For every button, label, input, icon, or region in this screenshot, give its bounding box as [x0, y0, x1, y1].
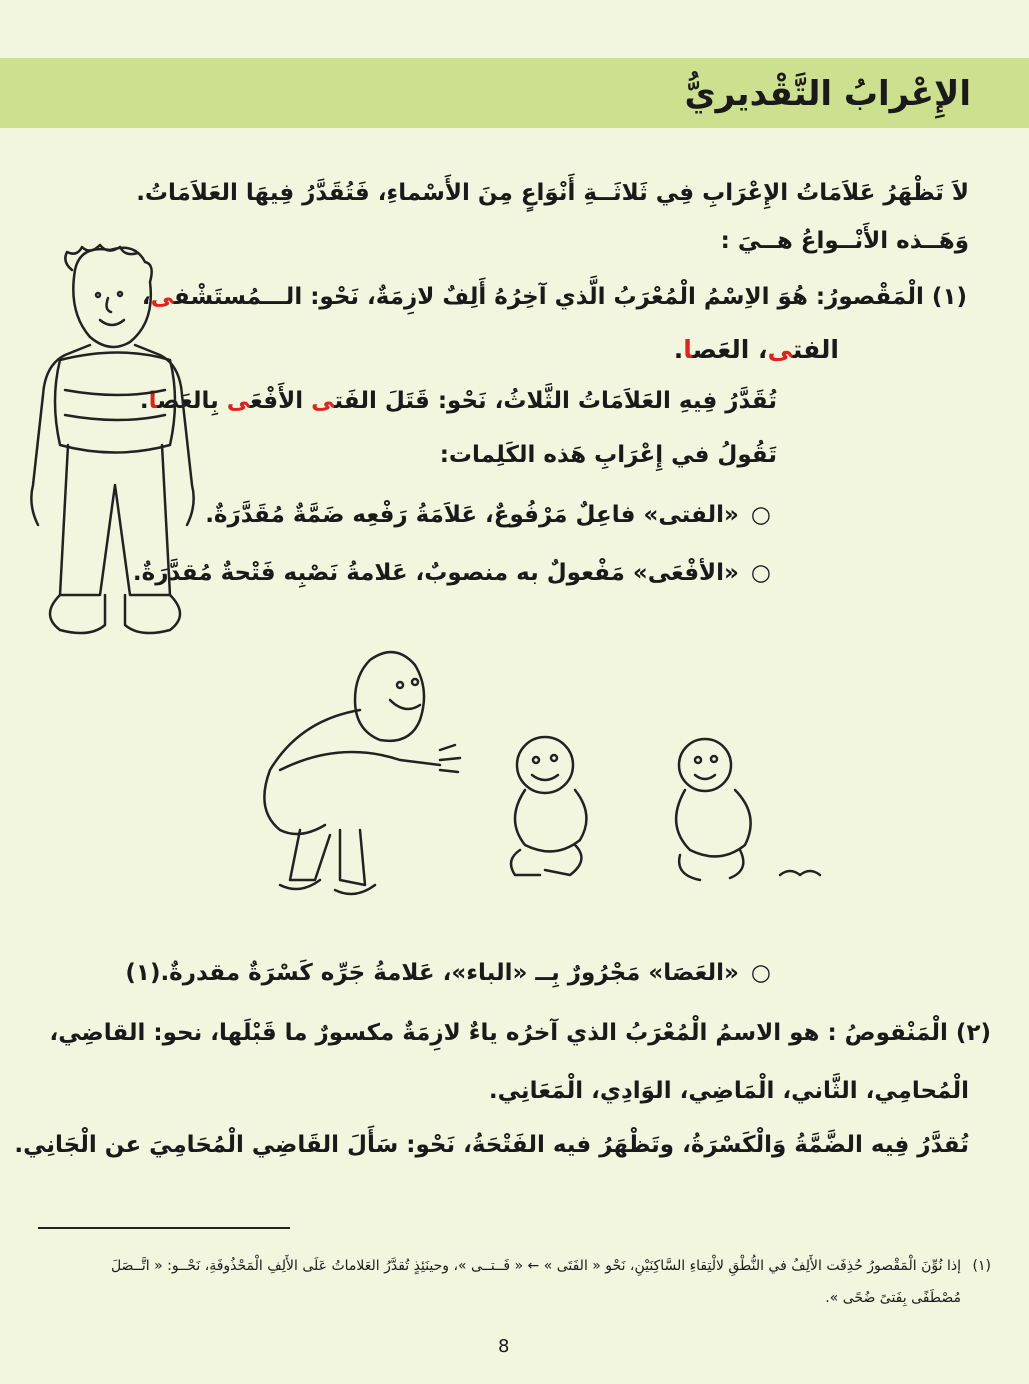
section2-line-1: (٢) الْمَنْقوصُ : هو الاسمُ الْمُعْرَبُ الذي آخرُه ياءٌ لازِمَةٌ مكسورٌ ما قَبْلَها، نحو: القاضِي، [49, 1020, 991, 1046]
bullet-1 [205, 502, 771, 530]
section1-line-1-red: ى [150, 284, 174, 310]
intro-line-1: لاَ تَظْهَرُ عَلاَمَاتُ الإِعْرَابِ فِي ثَلاثَــةِ أَنْوَاعٍ مِنَ الأَسْماءِ، فَتُقَدَّرُ فِيهَا العَلاَمَاتُ. [136, 180, 969, 206]
footnote-divider [38, 1227, 290, 1229]
line3-text-c: بِالعَص [157, 388, 227, 414]
section1-line-4: تَقُولُ في إِعْرَابِ هَذه الكَلِمات: [439, 442, 777, 468]
old-man-children-illustration [240, 640, 840, 910]
page-number: 8 [498, 1336, 510, 1357]
section2-line-2: الْمُحامِي، الثَّاني، الْمَاضِي، الوَادِي، الْمَعَانِي. [488, 1078, 969, 1104]
line3-text-b: الأَفْعَ [250, 388, 312, 414]
section1-line-3 [140, 388, 777, 416]
example-alfata: الفت [792, 335, 839, 364]
bullet-2-text: ○ «الأفْعَى» مَفْعولٌ به منصوبٌ، عَلامةُ نَصْبِه فَتْحةٌ مُقدَّرَةٌ. [133, 560, 771, 588]
line3-end: . [139, 388, 149, 414]
section1-line-2-end: . [673, 335, 684, 364]
section1-line-1 [142, 284, 967, 312]
line3-red-2: ى [226, 388, 251, 414]
section1-line-2 [674, 335, 839, 365]
intro-line-2: وَهَــذه الأَنْــواعُ هــيَ : [720, 228, 969, 254]
line3-red-3: ا [148, 388, 158, 414]
line3-red-1: ى [311, 388, 335, 414]
footnote-line-1: إذا نُوِّنَ الْمَقْصورُ حُذِفَت الأَلِفُ في النُّطْقِ لالْتِقاءِ السَّاكِنَيْنِ، نَحْو « الفَتَى » ← « فَــتــى »، وحينَئِذٍ تُقدَّرُ العَلاماتُ عَلَى الأَلِفِ الْمَحْذُوفَةِ، نَحْــو: « اتَّــصَلَ [110, 1258, 961, 1274]
example-alasa-red: ا [683, 335, 693, 364]
bullet-2 [133, 560, 771, 588]
line3-text-a: تُقَدَّرُ فِيهِ العَلاَمَاتُ الثَّلاثُ، نَحْو: قَتَلَ الفَت [334, 388, 777, 414]
section2-line-3: تُقدَّرُ فِيه الضَّمَّةُ وَالْكَسْرَةُ، وتَظْهَرُ فيه الفَتْحَةُ، نَحْو: سَأَلَ القَاضِي الْمُحَامِيَ عن الْجَانِي. [14, 1132, 969, 1158]
bullet-3 [125, 960, 771, 988]
bullet-1-text: ○ «الفتى» فاعِلٌ مَرْفُوعٌ، عَلاَمَةُ رَفْعِه ضَمَّةٌ مُقَدَّرَةٌ. [205, 502, 771, 530]
bullet-3-text: ○ «العَصَا» مَجْرُورٌ بِــ «الباء»، عَلامةُ جَرِّه كَسْرَةٌ مقدرةٌ.(١) [125, 960, 771, 988]
page-title: الإِعْرابُ التَّقْديريُّ [684, 74, 971, 114]
section1-line-1-text: (١) الْمَقْصورُ: هُوَ الاِسْمُ الْمُعْرَبُ الَّذي آخِرُهُ أَلِفٌ لازِمَةٌ، نَحْو: الـــمُستَشْف [173, 284, 967, 310]
boy-illustration [20, 240, 220, 660]
footnote-line-2: مُصْطَفًى بِفَتىً ضُحًى ». [825, 1290, 961, 1306]
footnote-number: (١) [972, 1258, 991, 1274]
example-alasa: ، العَص [692, 335, 768, 364]
example-alfata-red: ى [767, 335, 793, 364]
section1-line-1-end: ، [141, 284, 151, 310]
